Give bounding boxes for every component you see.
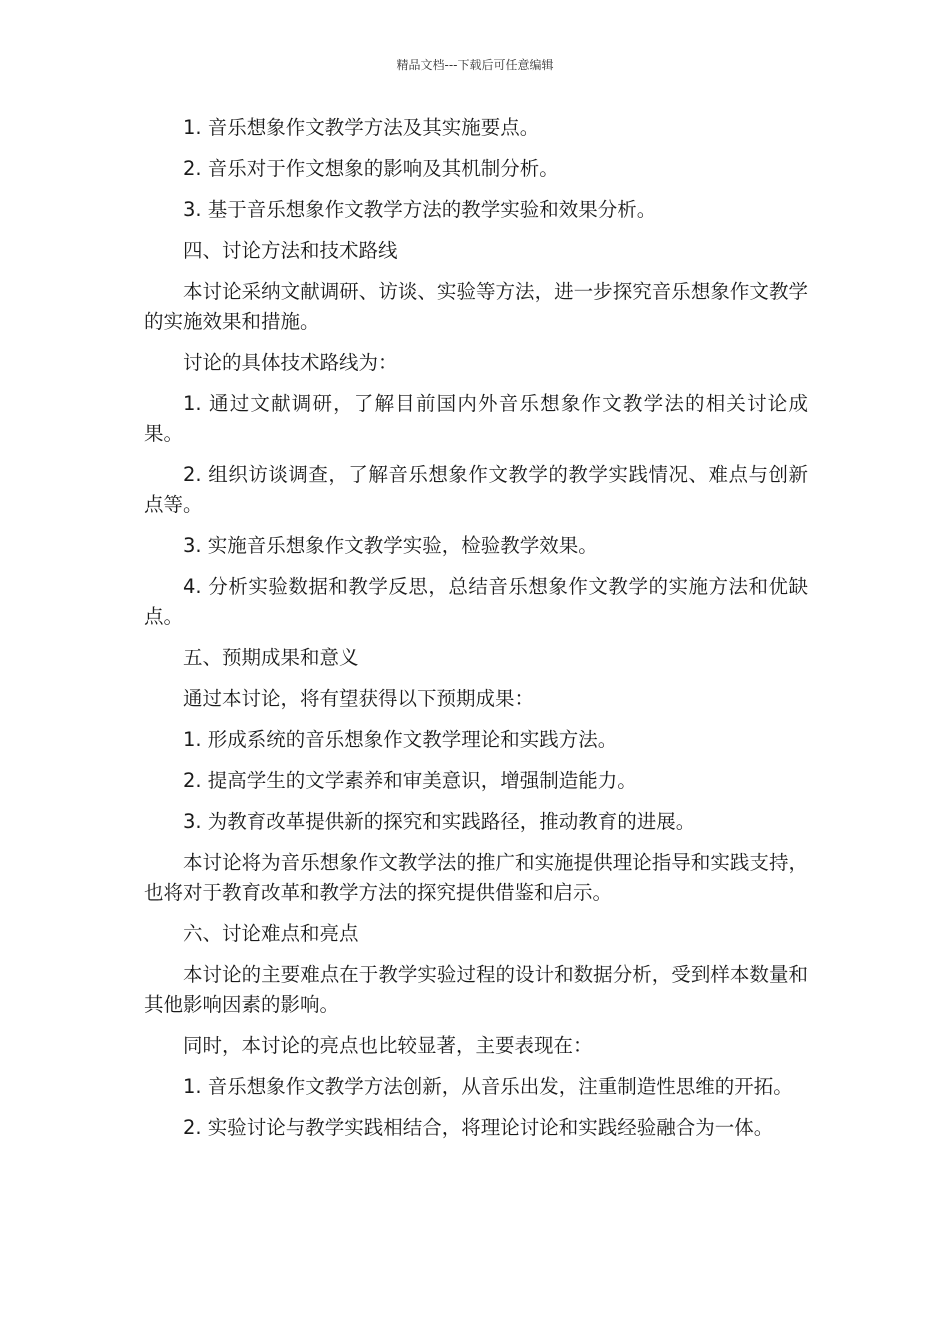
list-item-2: 2. 实验讨论与教学实践相结合，将理论讨论和实践经验融合为一体。 (183, 1116, 774, 1139)
list-item-1: 1. 音乐想象作文教学方法及其实施要点。 (183, 116, 540, 139)
body-paragraph: 本讨论采纳文献调研、访谈、实验等方法，进一步探究音乐想象作文教学的实施效果和措施。 (144, 280, 808, 333)
list-item-2: 2. 音乐对于作文想象的影响及其机制分析。 (183, 157, 559, 180)
list-item-3: 3. 基于音乐想象作文教学方法的教学实验和效果分析。 (183, 198, 657, 221)
section-heading-6: 六、讨论难点和亮点 (183, 922, 359, 945)
list-item-1: 1. 音乐想象作文教学方法创新，从音乐出发，注重制造性思维的开拓。 (183, 1075, 793, 1098)
list-item-2: 2. 提高学生的文学素养和审美意识，增强制造能力。 (183, 769, 637, 792)
list-item-3: 3. 实施音乐想象作文教学实验，检验教学效果。 (183, 534, 598, 557)
list-item-1: 1. 形成系统的音乐想象作文教学理论和实践方法。 (183, 728, 618, 751)
section-heading-5: 五、预期成果和意义 (183, 646, 359, 669)
list-item-4: 4. 分析实验数据和教学反思，总结音乐想象作文教学的实施方法和优缺点。 (144, 575, 808, 628)
document-body (144, 113, 808, 1154)
body-paragraph: 讨论的具体技术路线为： (183, 351, 398, 374)
section-heading-4: 四、讨论方法和技术路线 (183, 239, 398, 262)
list-item-1: 1. 通过文献调研，了解目前国内外音乐想象作文教学法的相关讨论成果。 (144, 392, 808, 445)
body-paragraph: 本讨论的主要难点在于教学实验过程的设计和数据分析，受到样本数量和其他影响因素的影响。 (144, 963, 808, 1016)
page-header: 精品文档---下载后可任意编辑 (396, 58, 554, 72)
body-paragraph: 通过本讨论，将有望获得以下预期成果： (183, 687, 535, 710)
body-paragraph: 本讨论将为音乐想象作文教学法的推广和实施提供理论指导和实践支持，也将对于教育改革和教学方法的探究提供借鉴和启示。 (144, 851, 808, 904)
list-item-2: 2. 组织访谈调查，了解音乐想象作文教学的教学实践情况、难点与创新点等。 (144, 463, 808, 516)
body-paragraph: 同时，本讨论的亮点也比较显著，主要表现在： (183, 1034, 593, 1057)
list-item-3: 3. 为教育改革提供新的探究和实践路径，推动教育的进展。 (183, 810, 696, 833)
